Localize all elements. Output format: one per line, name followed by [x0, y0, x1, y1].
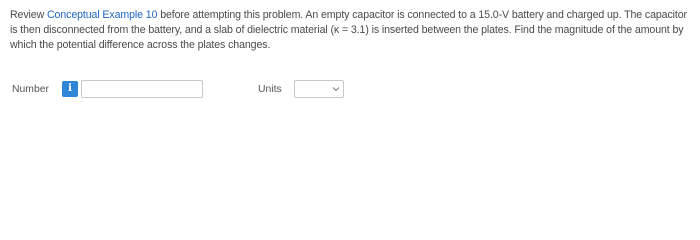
- info-icon[interactable]: i: [62, 81, 78, 97]
- problem-text: before attempting this problem. An empty capacitor is connected to a 15.0-V battery and charged up. The capacitor is then disconnected from the battery, and a slab of dielectric material (κ = 3.1) is inserted between the plates. Find the magnitude of the amount by which the potential difference across the plates changes.: [10, 9, 687, 51]
- units-select[interactable]: [294, 80, 344, 98]
- problem-prefix: Review: [10, 9, 47, 21]
- answer-row: [12, 80, 692, 102]
- number-label: Number: [12, 84, 49, 95]
- chevron-down-icon: [331, 84, 341, 94]
- units-label: Units: [258, 84, 282, 95]
- conceptual-example-link[interactable]: Conceptual Example 10: [46, 9, 158, 21]
- problem-statement: [10, 8, 694, 53]
- number-input[interactable]: [81, 80, 203, 98]
